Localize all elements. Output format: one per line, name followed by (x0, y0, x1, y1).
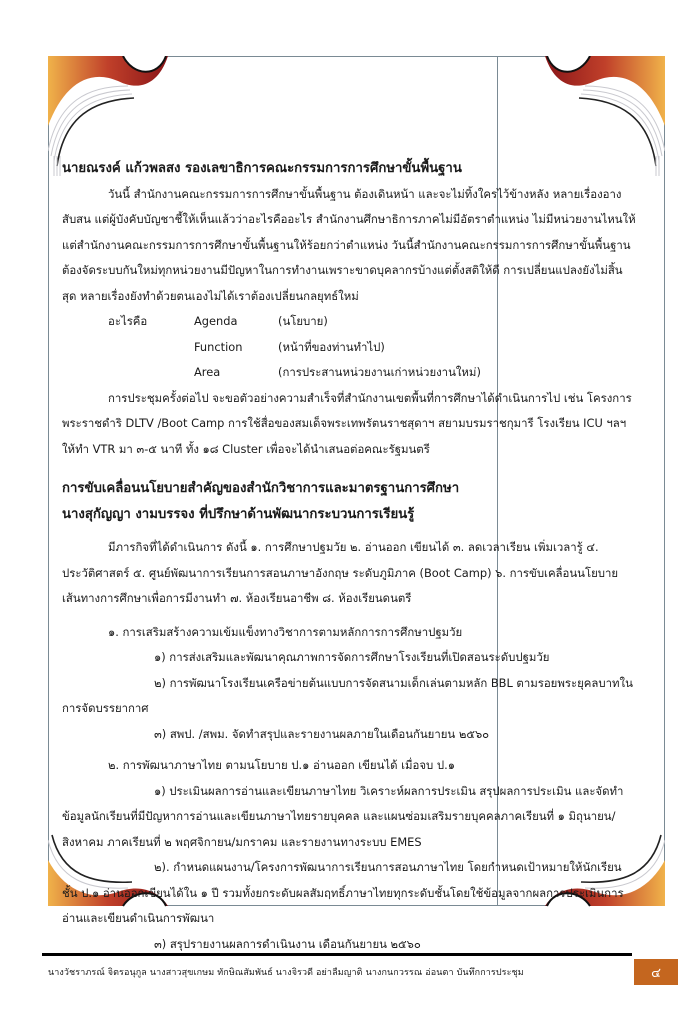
paragraph-missions: มีภารกิจที่ได้ดำเนินการ ดังนี้ ๑. การศึกษาปฐมวัย ๒. อ่านออก เขียนได้ ๓. ลดเวลาเรียน เพิ่มเวลารู้ ๔. ประวัติศาสตร์ ๕. ศูนย์พัฒนาการเรียนการสอนภาษาอังกฤษ ระดับภูมิภาค (Boot Camp) ๖. การขับเคลื่อนนโยบายเส้นทางการศึกษาเพื่อการมีงานทำ ๗. ห้องเรียนอาชีพ ๘. ห้องเรียนดนตรี (62, 540, 619, 605)
term-label (108, 360, 194, 386)
term-row-area (62, 360, 636, 386)
term-meaning: (การประสานหน่วยงานเก่าหน่วยงานใหม่) (278, 365, 481, 379)
term-meaning: (หน้าที่ของท่านทำไป) (278, 339, 385, 354)
footer-credits: นางวัชราภรณ์ จิตรอนุกูล นางสาวสุขเกษม ทักษิณสัมพันธ์ นางจิรวดี อย่าลืมญาติ นางกนกวรรณ อ่อนตา บันทึกการประชุม (48, 968, 524, 978)
paragraph-intro: วันนี้ สำนักงานคณะกรรมการการศึกษาขั้นพื้นฐาน ต้องเดินหน้า และจะไม่ทิ้งใครไว้ข้างหลัง หลายเรื่องอางสับสน แต่ผู้บังคับบัญชาชี้ให้เห็นแล้วว่าอะไรคืออะไร สำนักงานศึกษาธิการภาคไม่มีอัตราตำแหน่ง ไม่มีหน่วยงานไหนให้ แต่สำนักงานคณะกรรมการการศึกษาขั้นพื้นฐานให้ร้อยกว่าตำแหน่ง วันนี้สำนักงานคณะกรรมการการศึกษาขั้นพื้นฐาน ต้องจัดระบบกันใหม่ทุกหน่วยงานมีปัญหาในการทำงานเพราะขาดบุคลากรบ้างแต่ตั้งสติให้ดี การเปลี่ยนแปลงยังไม่สิ้นสุด หลายเรื่องยังทำด้วยตนเองไม่ได้เราต้องเปลี่ยนกลยุทธ์ใหม่ (62, 186, 636, 303)
term-name: Area (194, 365, 221, 379)
spacer (62, 612, 636, 620)
sub-item: ๒). กำหนดแผนงาน/โครงการพัฒนาการเรียนการสอนภาษาไทย โดยกำหนดเป้าหมายให้นักเรียนชั้น ป.๑ อ่านออกเขียนได้ใน ๑ ปี รวมทั้งยกระดับผลสัมฤทธิ์ภาษาไทยทุกระดับชั้นโดยใช้ข้อมูลจากผลการประเมินการอ่านและเขียนดำเนินการพัฒนา (62, 860, 624, 925)
item-heading-2: ๒. การพัฒนาภาษาไทย ตามนโยบาย ป.๑ อ่านออก เขียนได้ เมื่อจบ ป.๑ (108, 758, 455, 772)
speaker-heading-1: นายณรงค์ แก้วพลสง รองเลขาธิการคณะกรรมการการศึกษาขั้นพื้นฐาน (62, 161, 462, 176)
term-row-function (62, 335, 636, 361)
paragraph-next-meeting: การประชุมครั้งต่อไป จะขอตัวอย่างความสำเร็จที่สำนักงานเขตพื้นที่การศึกษาได้ดำเนินการไป เช่น โครงการพระราชดำริ DLTV /Boot Camp การใช้สื่อของสมเด็จพระเทพรัตนราชสุดาฯ สยามบรมราชกุมารี โรงเรียน ICU ฯลฯ ให้ทำ VTR มา ๓-๕ นาที ทั้ง ๑๘ Cluster เพื่อจะได้นำเสนอต่อคณะรัฐมนตรี (62, 390, 632, 456)
page-number-badge: ๔ (634, 959, 678, 985)
sub-item: ๒) การพัฒนาโรงเรียนเครือข่ายต้นแบบการจัดสนามเด็กเล่นตามหลัก BBL ตามรอยพระยุคลบาทในการจัดบรรยากาศ (62, 675, 633, 715)
speaker-heading-2: นางสุกัญญา งามบรรจง ที่ปรึกษาด้านพัฒนากระบวนการเรียนรู้ (62, 506, 415, 522)
term-label: อะไรคือ (108, 314, 148, 328)
footer-rule (42, 953, 632, 956)
item-heading-1: ๑. การเสริมสร้างความเข้มแข็งทางวิชาการตามหลักการการศึกษาปฐมวัย (108, 624, 463, 639)
spacer (62, 462, 636, 476)
term-name: Function (194, 339, 243, 354)
sub-item: ๓) สรุปรายงานผลการดำเนินงาน เดือนกันยายน ๒๕๖๐ (154, 936, 421, 951)
term-label (108, 335, 194, 361)
document-body (62, 156, 636, 957)
sub-item: ๑) ประเมินผลการอ่านและเขียนภาษาไทย วิเคราะห์ผลการประเมิน สรุปผลการประเมิน และจัดทำข้อมูลนักเรียนที่มีปัญหาการอ่านและเขียนภาษาไทยรายบุคคล และแผนซ่อมเสริมรายบุคคลภาคเรียนที่ ๑ มิถุนายน/สิงหาคม ภาคเรียนที่ ๒ พฤศจิกายน/มกราคม และรายงานทางระบบ EMES (62, 783, 624, 849)
term-name: Agenda (194, 314, 238, 328)
sub-item: ๑) การส่งเสริมและพัฒนาคุณภาพการจัดการศึกษาโรงเรียนที่เปิดสอนระดับปฐมวัย (154, 650, 550, 664)
sub-item: ๓) สพป. /สพม. จัดทำสรุปและรายงานผลภายในเดือนกันยายน ๒๕๖๐ (154, 726, 490, 741)
spacer (62, 527, 636, 535)
term-meaning: (นโยบาย) (278, 314, 328, 328)
section-title: การขับเคลื่อนนโยบายสำคัญของสำนักวิชาการและมาตรฐานการศึกษา (62, 481, 460, 496)
term-row-agenda (62, 309, 636, 335)
